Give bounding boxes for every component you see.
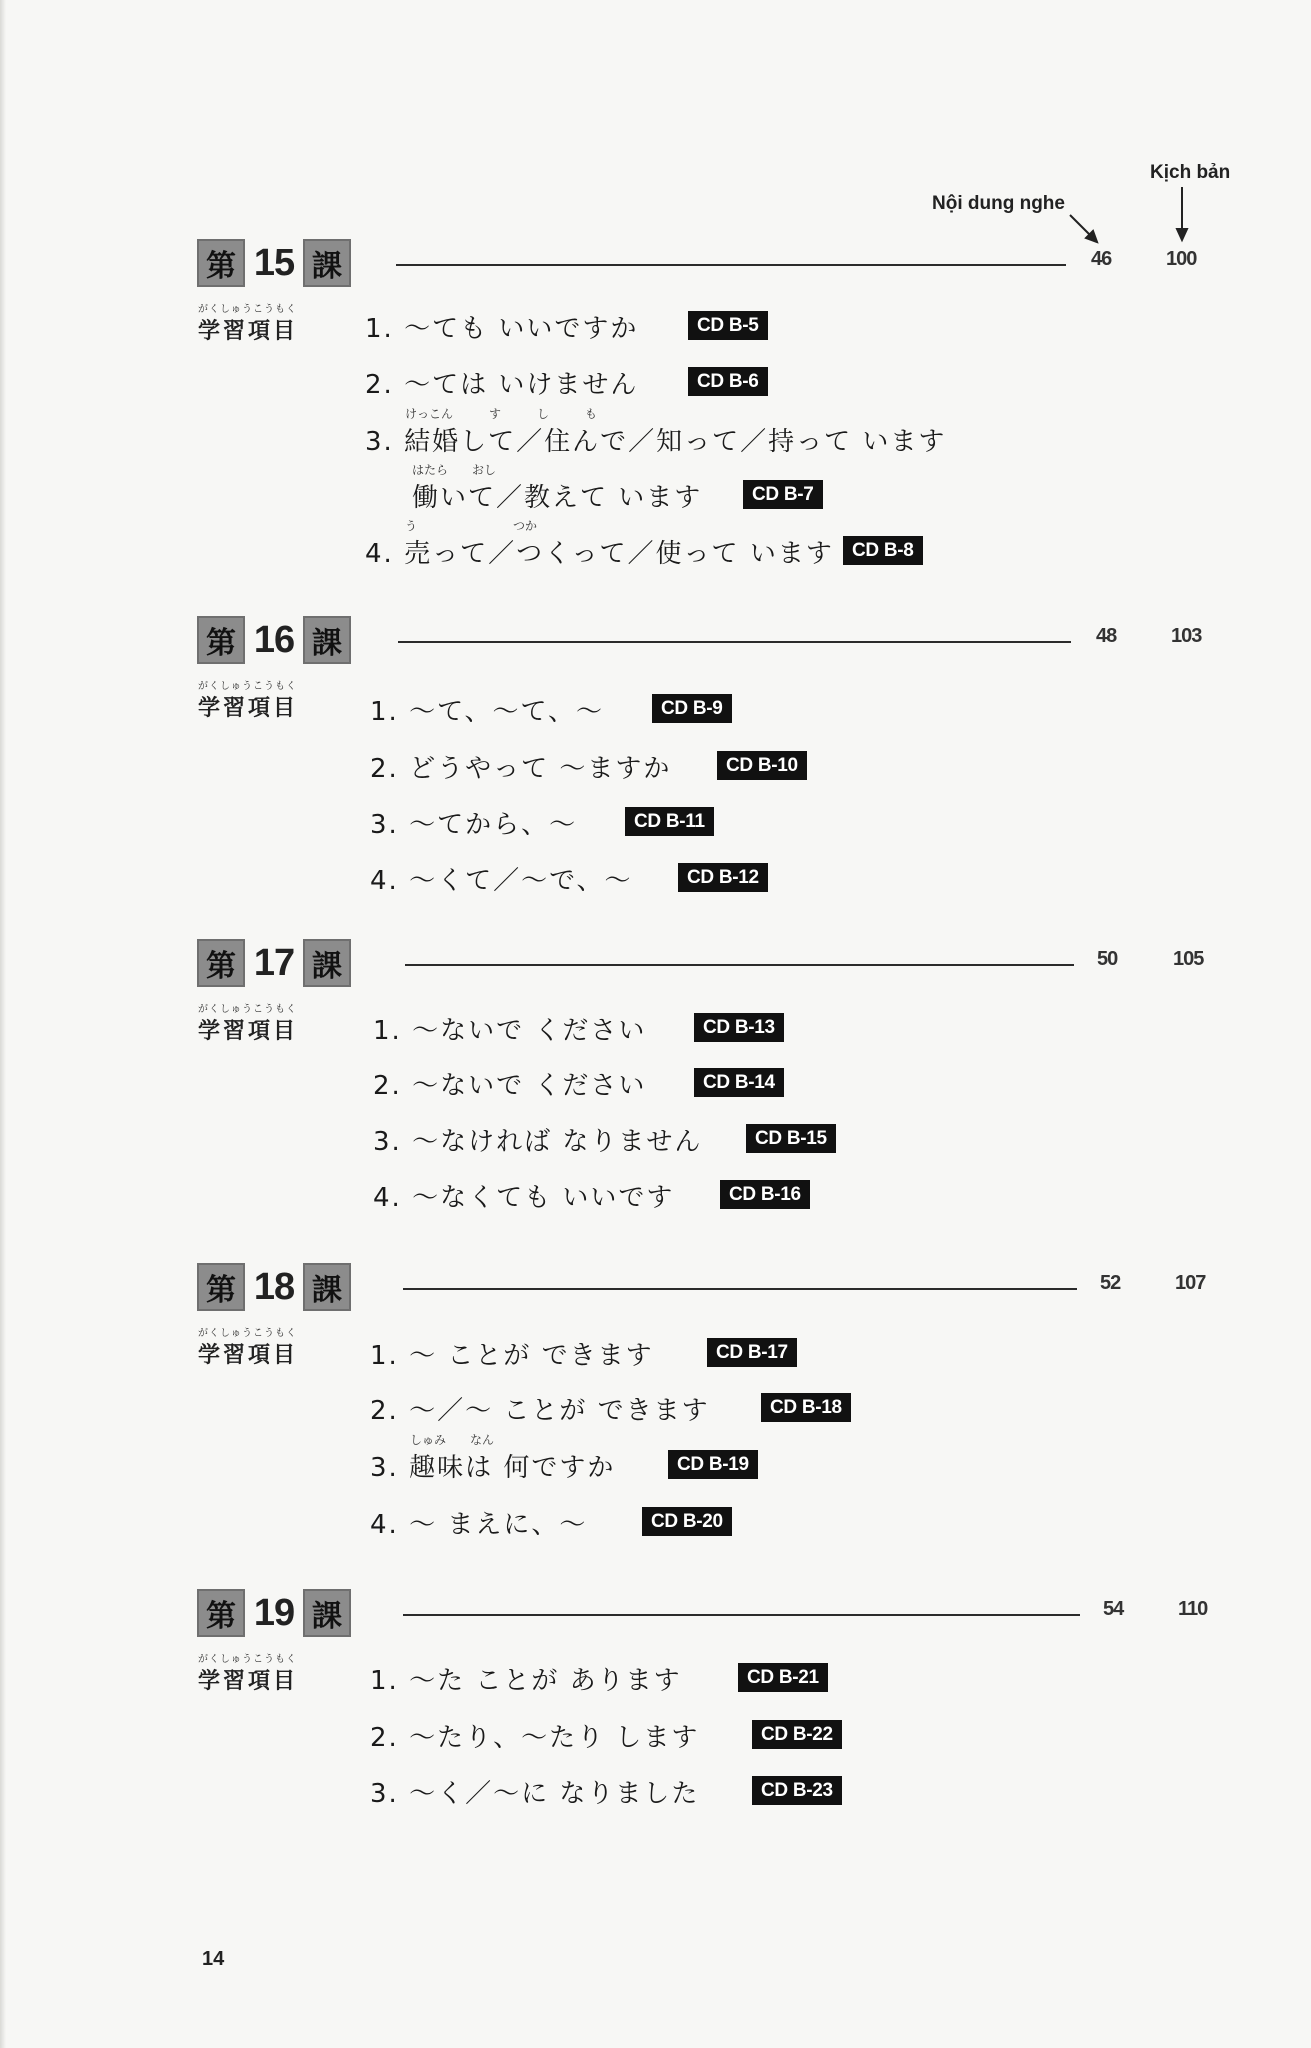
listening-page-ref: 50 (1097, 948, 1118, 970)
furigana: う つか (405, 519, 538, 533)
cd-track-label: CD B-17 (707, 1338, 797, 1367)
study-item-text: 3. 〜く／〜に なりました (370, 1779, 700, 1809)
lesson-rule (396, 264, 1066, 266)
lesson-suffix-box: 課 (303, 1589, 351, 1637)
lesson-17 (0, 938, 1311, 1268)
furigana: けっこん す し も (405, 407, 598, 421)
study-item (370, 1773, 699, 1810)
study-item-text: 2. どうやって 〜ますか (370, 754, 672, 784)
study-item-text: 2. 〜ないで ください (373, 1071, 647, 1101)
cd-track-label: CD B-15 (746, 1124, 836, 1153)
cd-track-label: CD B-5 (688, 311, 768, 340)
study-item (370, 691, 604, 728)
study-items-label (198, 1000, 308, 1045)
study-items-text: 学習項目 (198, 319, 299, 344)
study-items-text: 学習項目 (198, 696, 299, 721)
study-item-text: 3. 結婚して／住んで／知って／持って います (365, 427, 947, 457)
lesson-number: 17 (253, 941, 295, 984)
study-items-text: 学習項目 (198, 1343, 299, 1368)
study-item (373, 1177, 674, 1214)
script-page-ref: 110 (1178, 1598, 1208, 1620)
study-item-text: 2. 〜たり、〜たり します (370, 1723, 700, 1753)
study-item (370, 1447, 615, 1484)
lesson-number: 15 (253, 241, 295, 284)
study-item (373, 1121, 702, 1158)
study-item (370, 1717, 699, 1754)
lesson-heading (197, 615, 351, 665)
cd-track-label: CD B-10 (717, 751, 807, 780)
lesson-heading (197, 938, 351, 988)
lesson-heading (197, 1588, 351, 1638)
study-item-text: 1. 〜て、〜て、〜 (370, 697, 605, 727)
cd-track-label: CD B-14 (694, 1068, 784, 1097)
study-item (365, 308, 638, 345)
cd-track-label: CD B-6 (688, 367, 768, 396)
study-items-text: 学習項目 (198, 1669, 299, 1694)
listening-page-ref: 52 (1100, 1272, 1121, 1294)
lesson-suffix-box: 課 (303, 1263, 351, 1311)
script-page-ref: 107 (1175, 1272, 1206, 1294)
study-item-text: 3. 〜なければ なりません (373, 1127, 703, 1157)
listening-content-hint: Nội dung nghe (932, 193, 1065, 214)
script-arrow-icon (1177, 187, 1187, 240)
lesson-prefix-box: 第 (197, 1589, 245, 1637)
lesson-rule (403, 1614, 1080, 1616)
cd-track-label: CD B-22 (752, 1720, 842, 1749)
study-item-text: 4. 売って／つくって／使って います (365, 539, 834, 569)
lesson-16 (0, 615, 1311, 945)
cd-track-label: CD B-21 (738, 1663, 828, 1692)
study-items-ruby: がくしゅうこうもく (198, 304, 297, 315)
lesson-heading (197, 1262, 351, 1312)
script-page-ref: 105 (1173, 948, 1204, 970)
study-items-ruby: がくしゅうこうもく (198, 681, 297, 692)
lesson-rule (398, 641, 1071, 643)
lesson-19 (0, 1588, 1311, 1918)
cd-track-label: CD B-16 (720, 1180, 810, 1209)
listening-page-ref: 54 (1103, 1598, 1124, 1620)
cd-track-label: CD B-12 (678, 863, 768, 892)
study-items-label (198, 677, 308, 722)
page-number: 14 (202, 1948, 225, 1970)
lesson-number: 19 (253, 1591, 295, 1634)
study-item (365, 421, 946, 458)
study-item (412, 477, 702, 514)
lesson-suffix-box: 課 (303, 939, 351, 987)
cd-track-label: CD B-8 (843, 536, 923, 565)
lesson-suffix-box: 課 (303, 616, 351, 664)
cd-track-label: CD B-20 (642, 1507, 732, 1536)
study-item (365, 364, 638, 401)
lesson-heading (197, 238, 351, 288)
lesson-18 (0, 1262, 1311, 1592)
furigana: はたら おし (412, 463, 497, 477)
study-item-text: 働いて／教えて います (412, 483, 703, 513)
listening-page-ref: 48 (1096, 625, 1117, 647)
study-item-text: 1. 〜 ことが できます (370, 1341, 654, 1371)
study-item-text: 1. 〜た ことが あります (370, 1666, 682, 1696)
script-page-ref: 103 (1171, 625, 1202, 647)
lesson-prefix-box: 第 (197, 616, 245, 664)
study-item (365, 533, 834, 570)
study-item-text: 1. 〜ないで ください (373, 1016, 647, 1046)
cd-track-label: CD B-19 (668, 1450, 758, 1479)
lesson-number: 18 (253, 1265, 295, 1308)
study-item (370, 748, 671, 785)
cd-track-label: CD B-18 (761, 1393, 851, 1422)
lesson-rule (405, 964, 1074, 966)
listening-page-ref: 46 (1091, 248, 1112, 270)
study-item (370, 1660, 682, 1697)
lesson-prefix-box: 第 (197, 1263, 245, 1311)
furigana: しゅみ なん (410, 1433, 495, 1447)
study-item-text: 2. 〜／〜 ことが できます (370, 1396, 710, 1426)
study-items-text: 学習項目 (198, 1019, 299, 1044)
study-item (370, 1504, 587, 1541)
study-item-text: 1. 〜ても いいですか (365, 314, 639, 344)
cd-track-label: CD B-23 (752, 1776, 842, 1805)
lesson-suffix-box: 課 (303, 239, 351, 287)
lesson-number: 16 (253, 618, 295, 661)
lesson-prefix-box: 第 (197, 239, 245, 287)
study-item (373, 1065, 646, 1102)
study-item-text: 4. 〜くて／〜で、〜 (370, 866, 633, 896)
study-items-label (198, 300, 308, 345)
study-items-ruby: がくしゅうこうもく (198, 1654, 297, 1665)
study-item (370, 1335, 654, 1372)
study-items-label (198, 1324, 308, 1369)
study-item (373, 1010, 646, 1047)
study-item (370, 1390, 710, 1427)
study-items-ruby: がくしゅうこうもく (198, 1328, 297, 1339)
script-hint: Kịch bản (1150, 162, 1231, 183)
cd-track-label: CD B-9 (652, 694, 732, 723)
study-item-text: 4. 〜 まえに、〜 (370, 1510, 588, 1540)
study-item-text: 4. 〜なくても いいです (373, 1183, 675, 1213)
study-item (370, 804, 577, 841)
study-item-text: 3. 〜てから、〜 (370, 810, 578, 840)
study-items-label (198, 1650, 308, 1695)
study-item-text: 2. 〜ては いけません (365, 370, 639, 400)
lesson-prefix-box: 第 (197, 939, 245, 987)
study-items-ruby: がくしゅうこうもく (198, 1004, 297, 1015)
script-page-ref: 100 (1166, 248, 1197, 270)
lesson-rule (403, 1288, 1077, 1290)
lesson-15 (0, 238, 1311, 568)
study-item (370, 860, 633, 897)
cd-track-label: CD B-7 (743, 480, 823, 509)
cd-track-label: CD B-13 (694, 1013, 784, 1042)
study-item-text: 3. 趣味は 何ですか (370, 1453, 616, 1483)
cd-track-label: CD B-11 (625, 807, 714, 836)
